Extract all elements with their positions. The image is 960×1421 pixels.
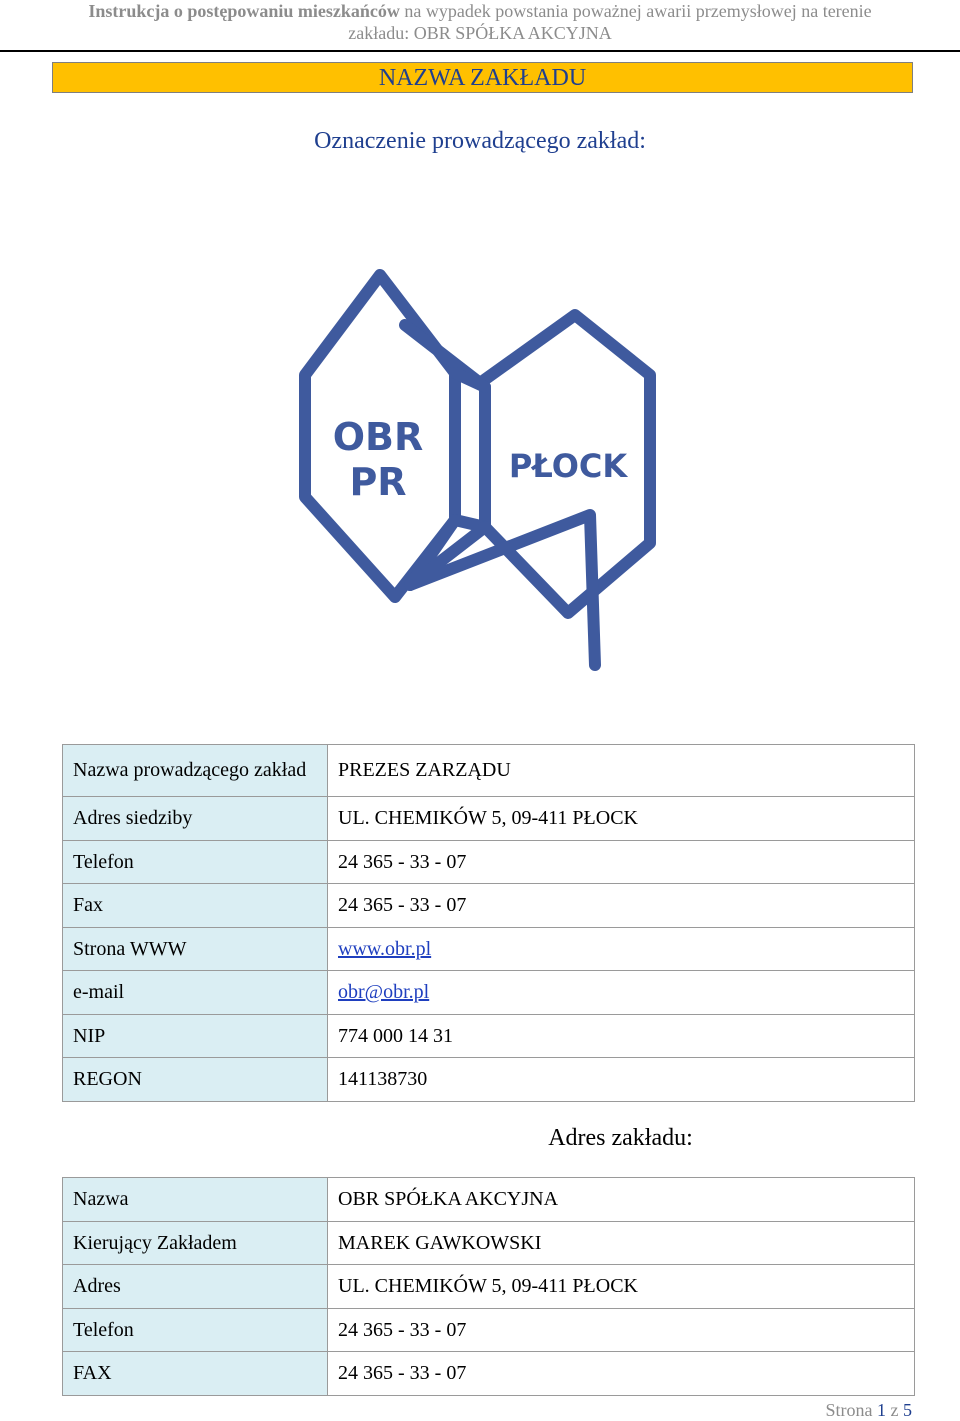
row-label: Kierujący Zakładem [63,1222,328,1265]
row-value: 24 365 - 33 - 07 [328,1352,915,1396]
table-row [63,745,915,797]
row-label: Adres siedziby [63,797,328,841]
site-table [62,1177,915,1396]
table-row [63,1222,915,1265]
row-value: UL. CHEMIKÓW 5, 09-411 PŁOCK [328,1265,915,1309]
table-row [63,1178,915,1222]
table-row [63,884,915,928]
obr-plock-logo [290,265,660,675]
row-value: UL. CHEMIKÓW 5, 09-411 PŁOCK [328,797,915,841]
row-value: MAREK GAWKOWSKI [328,1222,915,1265]
site-address-heading: Adres zakładu: [548,1125,693,1151]
table-row [63,1309,915,1352]
page-number: Strona 1 z 5 [825,1400,912,1420]
row-value: 24 365 - 33 - 07 [328,884,915,928]
row-value: 774 000 14 31 [328,1015,915,1058]
row-label: Strona WWW [63,928,328,971]
website-link[interactable]: www.obr.pl [338,937,432,960]
plant-name-band: NAZWA ZAKŁADU [52,62,913,93]
table-row [63,797,915,841]
row-value: 24 365 - 33 - 07 [328,1309,915,1352]
row-label: e-mail [63,971,328,1015]
table-row [63,1352,915,1396]
header-subtitle: zakładu: OBR SPÓŁKA AKCYJNA [348,23,612,43]
table-row [63,928,915,971]
table-row [63,1015,915,1058]
row-label: REGON [63,1058,328,1102]
table-row [63,971,915,1015]
row-label: Adres [63,1265,328,1309]
table-row [63,1058,915,1102]
email-link[interactable]: obr@obr.pl [338,981,430,1003]
operator-table [62,744,915,1102]
logo-text-plock: PŁOCK [508,447,628,485]
row-label: Telefon [63,1309,328,1352]
row-label: Nazwa prowadzącego zakład [63,745,328,797]
row-label: Fax [63,884,328,928]
header-title-rest: na wypadek powstania poważnej awarii przemysłowej na terenie [399,1,872,21]
row-value: 141138730 [328,1058,915,1102]
header-title-bold: Instrukcja o postępowaniu mieszkańców [88,1,400,21]
logo-text-obr: OBR [332,415,424,459]
row-value: 24 365 - 33 - 07 [328,841,915,884]
row-label: Nazwa [63,1178,328,1222]
table-row [63,1265,915,1309]
row-label: NIP [63,1015,328,1058]
row-value: PREZES ZARZĄDU [328,745,915,797]
header-divider [0,50,960,52]
logo-text-pr: PR [349,460,407,504]
row-label: FAX [63,1352,328,1396]
row-label: Telefon [63,841,328,884]
page-header [0,0,960,44]
row-value: OBR SPÓŁKA AKCYJNA [328,1178,915,1222]
table-row [63,841,915,884]
operator-heading: Oznaczenie prowadzącego zakład: [314,128,646,154]
